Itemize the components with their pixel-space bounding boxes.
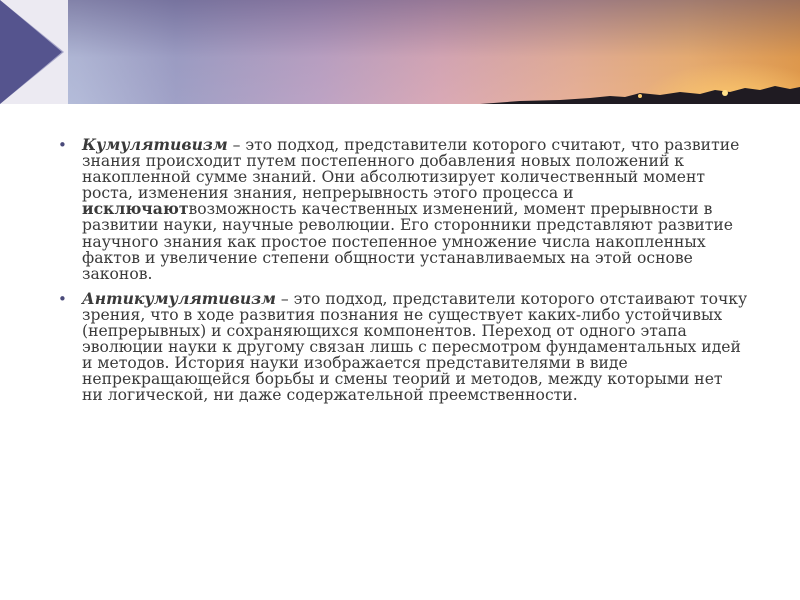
light-glow-icon [722, 90, 728, 96]
item-emphasis: исключают [82, 199, 189, 219]
item-text: – это подход, представители которого считают, что развитие знания происходит путем постепенного добавления новых положений к накопленной сумме знаний. Они абсолютизирует количественный момент роста, изменения знания, непрерывность этого процесса и [82, 136, 740, 203]
bullet-icon: • [58, 289, 67, 308]
list-item [58, 137, 748, 282]
light-glow-icon [638, 94, 642, 98]
slide-body [58, 137, 748, 413]
term-cumulativism: Кумулятивизм [82, 135, 228, 154]
bullet-icon: • [58, 136, 67, 154]
item-text: возможность качественных изменений, момент прерывности в развитии науки, научные революции. Его сторонники представляют развитие научного знания как простое постепенное умножение числа накопленных фактов и увеличение степени общности устанавливаемых на этой основе законов. [82, 200, 734, 283]
item-text: – это подход, представители которого отстаивают точку зрения, что в ходе развития познания не существует каких-либо устойчивых (непрерывных) и сохраняющихся компонентов. Переход от одного этапа эволюции науки к другому связан лишь с пересмотром фундаментальных идей и методов. История науки изображается представителями в виде непрекращающейся борьбы и смены теорий и методов, между которыми нет ни логической, ни даже содержательной преемственности. [82, 289, 748, 405]
landscape-silhouette [0, 0, 800, 104]
decorative-arrow [0, 0, 62, 104]
term-anticumulativism: Антикумулятивизм [82, 288, 276, 308]
list-item [58, 288, 748, 405]
header-banner [0, 0, 800, 104]
